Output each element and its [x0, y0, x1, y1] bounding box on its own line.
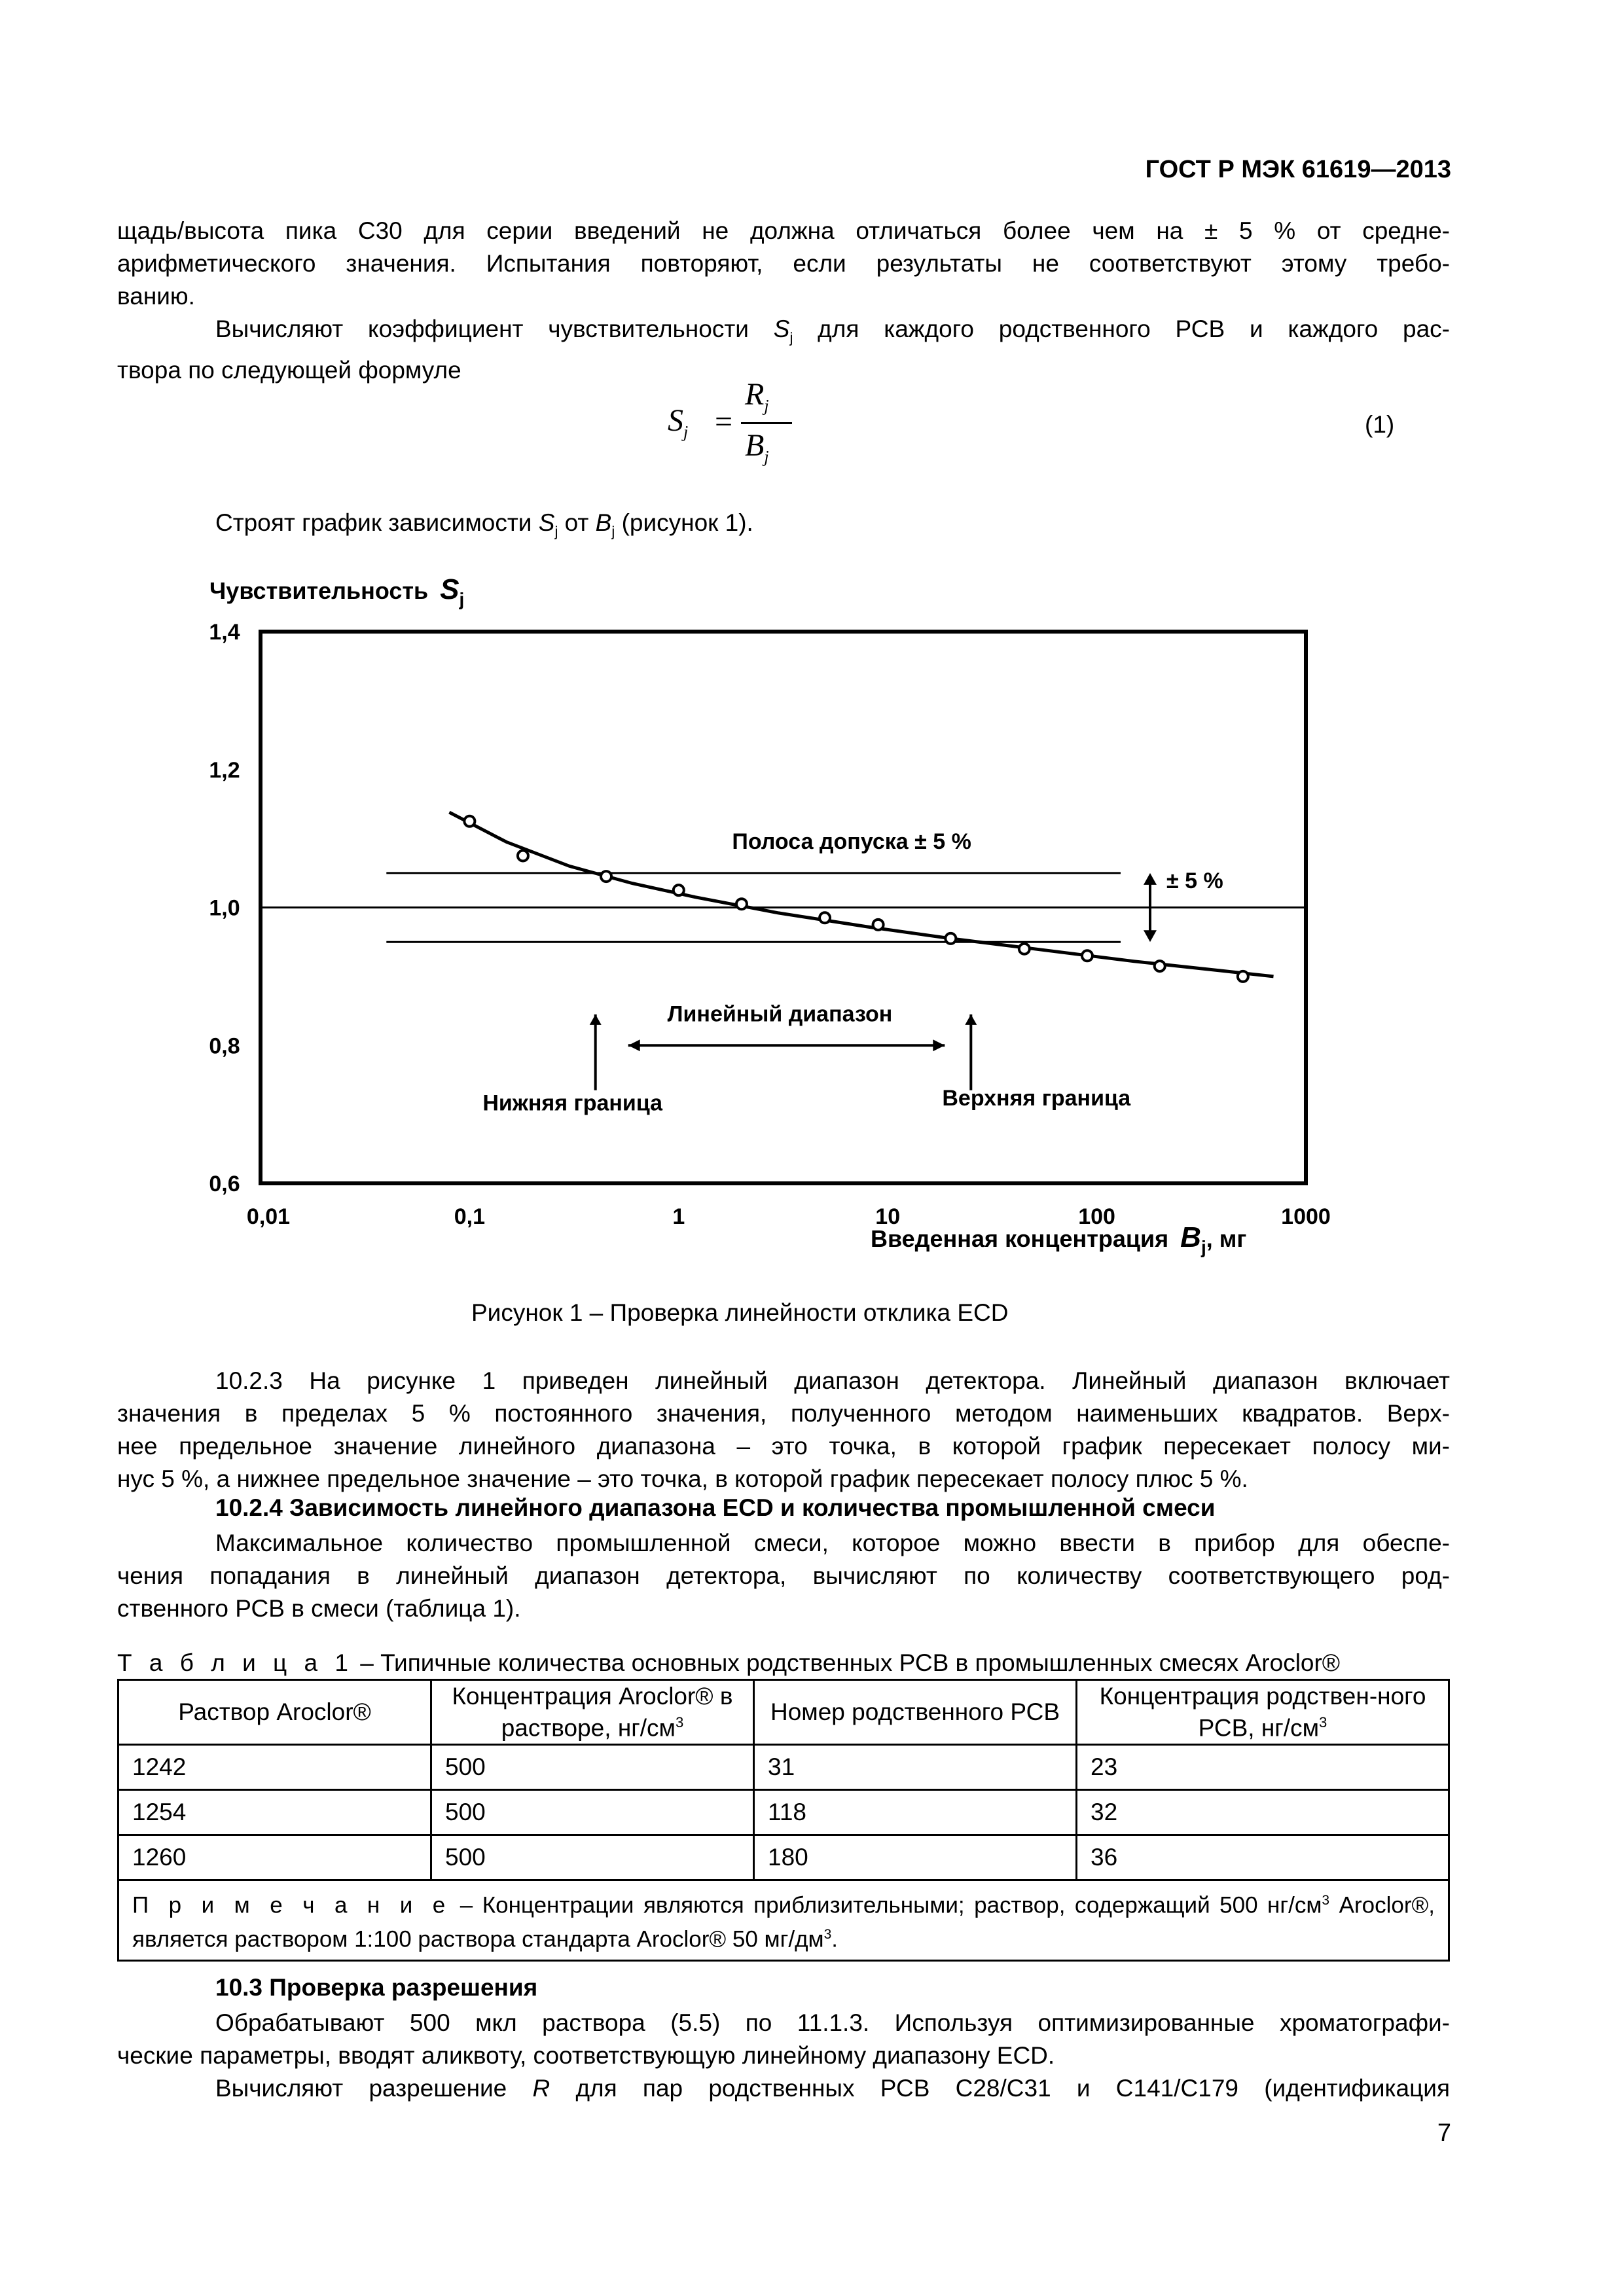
data-point	[601, 871, 611, 882]
data-point	[1238, 971, 1248, 982]
table-cell: 500	[431, 1790, 754, 1835]
table-cell: 32	[1077, 1790, 1449, 1835]
data-point	[1019, 944, 1030, 954]
x-axis-title: Введенная концентрация $B_j$, мг	[871, 1221, 1247, 1257]
text-line: щадь/высота пика С30 для серии введений не должна отличаться более чем на ± 5 % от средне-	[117, 217, 1450, 244]
table-cell: 500	[431, 1745, 754, 1790]
aroclor-table	[117, 1679, 1450, 1962]
x-tick-label: 1000	[1281, 1204, 1331, 1229]
data-point	[674, 885, 684, 895]
section-heading-10-2-4: 10.2.4 Зависимость линейного диапазона ECD и количества промышленной смеси	[215, 1494, 1216, 1521]
data-point	[736, 899, 747, 909]
table-row	[118, 1745, 1449, 1790]
text-line: Максимальное количество промышленной смеси, которое можно ввести в прибор для обеспе-	[215, 1530, 1450, 1556]
x-tick-label: 0,01	[246, 1204, 291, 1229]
document-id-header: ГОСТ Р МЭК 61619—2013	[1145, 156, 1451, 183]
table-note-row	[118, 1880, 1449, 1960]
table-cell: 1260	[118, 1835, 431, 1880]
y-tick-label: 1,4	[209, 620, 240, 645]
x-tick-label: 0,1	[454, 1204, 486, 1229]
linear-range-arrow-left	[628, 1039, 640, 1051]
table-cell: 500	[431, 1835, 754, 1880]
paragraph-6	[117, 2007, 1450, 2072]
column-header: Номер родственного РСВ	[754, 1680, 1077, 1745]
data-point	[820, 912, 830, 923]
data-point	[1082, 950, 1092, 961]
upper-limit-label: Верхняя граница	[942, 1085, 1131, 1111]
formula-denominator: $B_j$	[745, 428, 769, 467]
table-header-row	[118, 1680, 1449, 1745]
text-line: арифметического значения. Испытания повторяют, если результаты не соответствуют этому требо-	[117, 250, 1450, 277]
text-line: значения в пределах 5 % постоянного значения, полученного методом наименьших квадратов. Верх-	[117, 1400, 1450, 1427]
table-title: Т а б л и ц а 1 – Типичные количества основных родственных РСВ в промышленных смесях Aroclor®	[117, 1649, 1341, 1676]
table-cell: 180	[754, 1835, 1077, 1880]
text-line: ственного РСВ в смеси (таблица 1).	[117, 1595, 521, 1622]
text-line: нее предельное значение линейного диапазона – это точка, в которой график пересекает полосу ми-	[117, 1433, 1450, 1460]
data-point	[1155, 961, 1165, 971]
text-line: Вычисляют коэффициент чувствительности $S_j$ для каждого родственного РСВ и каждого рас-	[215, 315, 1450, 346]
text-line: Обрабатывают 500 мкл раствора (5.5) по 11.1.3. Используя оптимизированные хроматографи-	[215, 2009, 1450, 2036]
paragraph-3: Строят график зависимости $S_j$ от $B_j$ (рисунок 1).	[215, 509, 753, 540]
y-axis-title: Чувствительность $S_j$	[209, 573, 465, 609]
column-header: Концентрация родствен-ного РСВ, $нг/см^3$	[1077, 1680, 1449, 1745]
table-cell: 36	[1077, 1835, 1449, 1880]
x-tick-label: 10	[875, 1204, 901, 1229]
table-row	[118, 1790, 1449, 1835]
text-line: ческие параметры, вводят аликвоту, соответствующую линейному диапазону ECD.	[117, 2042, 1055, 2069]
y-tick-label: 1,2	[209, 757, 240, 783]
y-tick-label: 1,0	[209, 895, 240, 921]
tolerance-arrow-head-down	[1144, 930, 1157, 942]
formula-equals: =	[715, 404, 733, 439]
text-line: 10.2.3 На рисунке 1 приведен линейный диапазон детектора. Линейный диапазон включает	[215, 1367, 1450, 1394]
text-line: нус 5 %, а нижнее предельное значение – это точка, в которой график пересекает полосу плюс 5 %.	[117, 1465, 1248, 1492]
table-row	[118, 1835, 1449, 1880]
x-tick-label: 100	[1078, 1204, 1115, 1229]
tolerance-arrow-head-up	[1144, 873, 1157, 885]
data-point	[518, 850, 528, 861]
paragraph-4	[117, 1365, 1450, 1496]
data-point	[464, 816, 475, 827]
table-cell: 1242	[118, 1745, 431, 1790]
paragraph-5	[117, 1527, 1450, 1625]
table-cell: 118	[754, 1790, 1077, 1835]
formula-numerator: $R_j$	[745, 377, 769, 416]
x-tick-label: 1	[672, 1204, 685, 1229]
linear-range-label: Линейный диапазон	[667, 1001, 893, 1027]
section-heading-10-3: 10.3 Проверка разрешения	[215, 1974, 538, 2001]
column-header: Раствор Aroclor®	[118, 1680, 431, 1745]
tolerance-pm-label: ± 5 %	[1166, 868, 1223, 893]
formula-lhs: $S_j$	[668, 403, 689, 442]
y-tick-label: 0,8	[209, 1033, 240, 1059]
y-tick-label: 0,6	[209, 1172, 240, 1196]
lower-limit-label: Нижняя граница	[482, 1090, 663, 1116]
figure-caption: Рисунок 1 – Проверка линейности отклика ECD	[471, 1299, 1009, 1326]
text-line: твора по следующей формуле	[117, 357, 461, 384]
tolerance-band-label: Полоса допуска ± 5 %	[732, 829, 971, 854]
formula-number: (1)	[1365, 411, 1395, 438]
data-point	[945, 933, 956, 944]
table-cell: 31	[754, 1745, 1077, 1790]
table-note: П р и м е ч а н и е – Концентрации являются приблизительными; раствор, содержащий 500 $нг/см^3$ Aroclor®, является раствором 1:100 раствора стандарта Aroclor® 50 $мг/дм^3$.	[118, 1880, 1449, 1960]
paragraph-7	[117, 2072, 1450, 2105]
text-line: чения попадания в линейный диапазон детектора, вычисляют по количеству соответствующего род-	[117, 1562, 1450, 1589]
linear-range-arrow-right	[933, 1039, 945, 1051]
upper-limit-arrow-head	[965, 1014, 977, 1025]
lower-limit-arrow-head	[590, 1014, 602, 1025]
text-line: Вычисляют разрешение R для пар родственных РСВ С28/С31 и С141/С179 (идентификация	[215, 2075, 1450, 2102]
data-point	[873, 920, 884, 930]
table-cell: 23	[1077, 1745, 1449, 1790]
chart-marks	[209, 620, 1330, 1229]
page-number: 7	[1437, 2119, 1451, 2147]
column-header: Концентрация Aroclor® в растворе, $нг/см^3$	[431, 1680, 754, 1745]
text-line: ванию.	[117, 283, 195, 310]
table-cell: 1254	[118, 1790, 431, 1835]
